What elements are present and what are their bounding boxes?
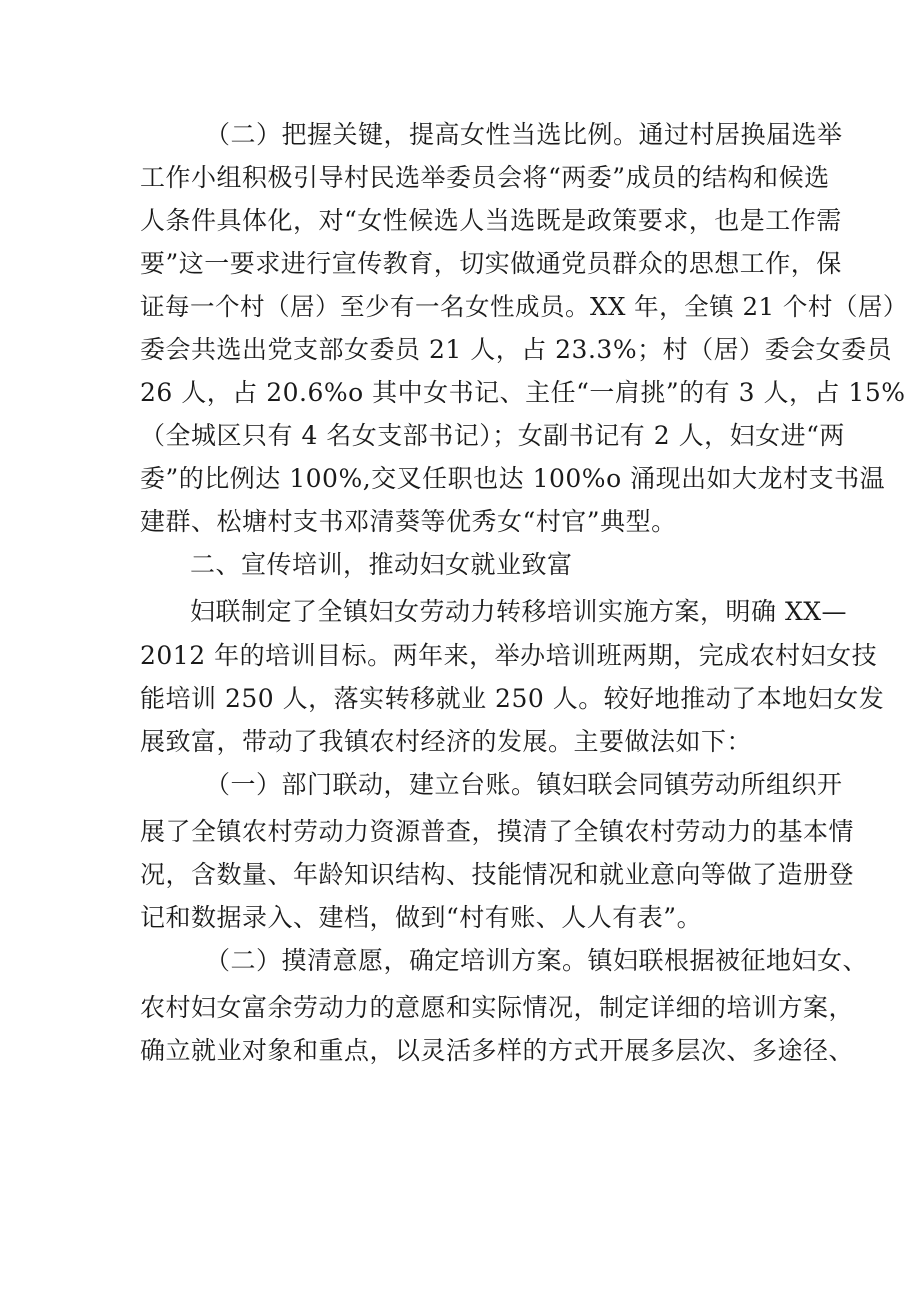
paragraph-3-line-2: 展了全镇农村劳动力资源普查，摸清了全镇农村劳动力的基本情	[140, 817, 855, 846]
paragraph-2-line-1: 妇联制定了全镇妇女劳动力转移培训实施方案，明确 XX—	[190, 597, 848, 626]
paragraph-3-line-3: 况，含数量、年龄知识结构、技能情况和就业意向等做了造册登	[140, 860, 855, 889]
paragraph-1-line-6: 委会共选出党支部女委员 21 人，占 23.3%；村（居）委会女委员	[140, 335, 893, 364]
paragraph-4-line-3: 确立就业对象和重点，以灵活多样的方式开展多层次、多途径、	[140, 1036, 855, 1065]
paragraph-3-line-4: 记和数据录入、建档，做到“村有账、人人有表”。	[140, 903, 703, 932]
paragraph-1-line-2: 工作小组积极引导村民选举委员会将“两委”成员的结构和候选	[140, 163, 830, 192]
paragraph-1-line-4: 要”这一要求进行宣传教育，切实做通党员群众的思想工作，保	[140, 249, 842, 278]
paragraph-4-line-2: 农村妇女富余劳动力的意愿和实际情况，制定详细的培训方案，	[140, 993, 855, 1022]
paragraph-2-line-3: 能培训 250 人，落实转移就业 250 人。较好地推动了本地妇女发	[140, 684, 885, 713]
paragraph-1-line-5: 证每一个村（居）至少有一名女性成员。XX 年，全镇 21 个村（居）	[140, 292, 908, 321]
paragraph-1-line-3: 人条件具体化，对“女性候选人当选既是政策要求，也是工作需	[140, 206, 842, 235]
paragraph-1-line-7: 26 人，占 20.6%o 其中女书记、主任“一肩挑”的有 3 人，占 15%	[140, 378, 906, 407]
paragraph-2-line-2: 2012 年的培训目标。两年来，举办培训班两期，完成农村妇女技	[140, 641, 878, 670]
paragraph-2-line-4: 展致富，带动了我镇农村经济的发展。主要做法如下：	[140, 727, 753, 756]
paragraph-1-line-8: （全城区只有 4 名女支部书记）；女副书记有 2 人，妇女进“两	[140, 421, 845, 450]
section-heading: 二、宣传培训，推动妇女就业致富	[190, 550, 573, 579]
paragraph-1-line-1: （二）把握关键，提高女性当选比例。通过村居换届选举	[205, 120, 843, 149]
paragraph-4-line-1: （二）摸清意愿，确定培训方案。镇妇联根据被征地妇女、	[205, 946, 869, 975]
paragraph-1-line-9: 委”的比例达 100%,交叉任职也达 100%o 涌现出如大龙村支书温	[140, 464, 886, 493]
paragraph-1-line-10: 建群、松塘村支书邓清葵等优秀女“村官”典型。	[140, 507, 677, 536]
paragraph-3-line-1: （一）部门联动，建立台账。镇妇联会同镇劳动所组织开	[205, 770, 843, 799]
